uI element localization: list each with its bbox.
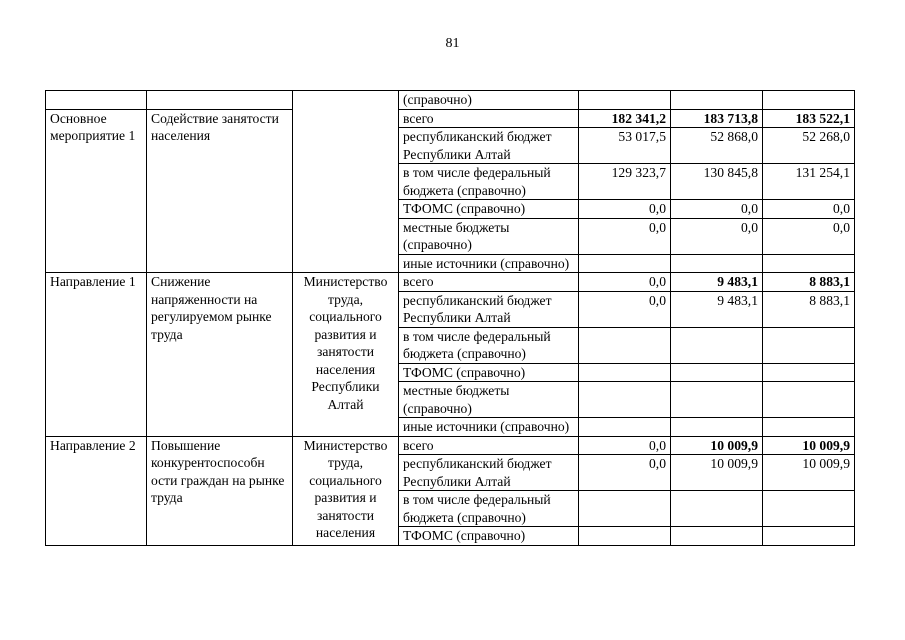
page-number: 81 xyxy=(445,36,460,51)
table-row xyxy=(46,436,855,455)
value-cell: 52 868,0 xyxy=(671,128,763,164)
main-event-label-cell xyxy=(46,91,147,110)
value-cell: 129 323,7 xyxy=(579,164,671,200)
value-cell: 0,0 xyxy=(579,273,671,292)
value-cell xyxy=(763,418,855,437)
executor-cell: Министерство труда, социального развития и занятости населения Республики Алтай xyxy=(293,273,399,437)
value-cell xyxy=(671,418,763,437)
value-cell xyxy=(579,418,671,437)
task-name-cell: Содействие занятости населения xyxy=(147,109,293,273)
direction-label-cell: Направление 1 xyxy=(46,273,147,437)
funding-source-cell: всего xyxy=(399,436,579,455)
executor-cell xyxy=(293,91,399,110)
funding-source-cell: в том числе федеральный бюджета (справочно) xyxy=(399,491,579,527)
value-cell xyxy=(671,91,763,110)
value-cell xyxy=(579,363,671,382)
value-cell xyxy=(763,491,855,527)
total-value-cell: 183 522,1 xyxy=(763,109,855,128)
funding-source-cell: всего xyxy=(399,109,579,128)
value-cell: 9 483,1 xyxy=(671,291,763,327)
value-cell xyxy=(763,382,855,418)
direction-label-cell: Направление 2 xyxy=(46,436,147,545)
value-cell xyxy=(579,254,671,273)
value-cell xyxy=(579,527,671,546)
funding-source-cell: в том числе федеральный бюджета (справочно) xyxy=(399,327,579,363)
funding-source-cell: иные источники (справочно) xyxy=(399,418,579,437)
value-cell: 10 009,9 xyxy=(763,455,855,491)
funding-source-cell: местные бюджеты (справочно) xyxy=(399,382,579,418)
value-cell: 52 268,0 xyxy=(763,128,855,164)
main-event-label-cell: Основное мероприятие 1 xyxy=(46,109,147,273)
budget-table xyxy=(45,90,855,546)
funding-source-cell: в том числе федеральный бюджета (справочно) xyxy=(399,164,579,200)
value-cell xyxy=(671,527,763,546)
funding-source-cell: местные бюджеты (справочно) xyxy=(399,218,579,254)
table-row xyxy=(46,109,855,128)
value-cell xyxy=(763,363,855,382)
total-value-cell: 182 341,2 xyxy=(579,109,671,128)
value-cell: 130 845,8 xyxy=(671,164,763,200)
value-cell: 0,0 xyxy=(579,291,671,327)
value-cell: 0,0 xyxy=(763,200,855,219)
value-cell: 10 009,9 xyxy=(671,455,763,491)
task-name-cell: Повышение конкурентоспособн ости граждан на рынке труда xyxy=(147,436,293,545)
funding-source-cell: ТФОМС (справочно) xyxy=(399,200,579,219)
value-cell: 0,0 xyxy=(671,218,763,254)
funding-source-cell: ТФОМС (справочно) xyxy=(399,363,579,382)
value-cell xyxy=(763,91,855,110)
value-cell xyxy=(579,491,671,527)
value-cell: 0,0 xyxy=(579,455,671,491)
value-cell: 0,0 xyxy=(671,200,763,219)
total-value-cell: 183 713,8 xyxy=(671,109,763,128)
value-cell xyxy=(579,382,671,418)
value-cell: 0,0 xyxy=(579,436,671,455)
total-value-cell: 10 009,9 xyxy=(671,436,763,455)
value-cell: 0,0 xyxy=(763,218,855,254)
total-value-cell: 10 009,9 xyxy=(763,436,855,455)
table-row xyxy=(46,273,855,292)
value-cell xyxy=(579,327,671,363)
value-cell xyxy=(763,254,855,273)
funding-source-cell: иные источники (справочно) xyxy=(399,254,579,273)
value-cell xyxy=(671,327,763,363)
funding-source-cell: ТФОМС (справочно) xyxy=(399,527,579,546)
value-cell xyxy=(671,254,763,273)
value-cell: 8 883,1 xyxy=(763,291,855,327)
value-cell xyxy=(671,491,763,527)
table-row xyxy=(46,91,855,110)
value-cell: 131 254,1 xyxy=(763,164,855,200)
task-name-cell xyxy=(147,91,293,110)
funding-source-cell: республиканский бюджет Республики Алтай xyxy=(399,455,579,491)
funding-source-cell: республиканский бюджет Республики Алтай xyxy=(399,128,579,164)
value-cell: 53 017,5 xyxy=(579,128,671,164)
funding-source-cell: (справочно) xyxy=(399,91,579,110)
total-value-cell: 9 483,1 xyxy=(671,273,763,292)
funding-source-cell: республиканский бюджет Республики Алтай xyxy=(399,291,579,327)
executor-cell: Министерство труда, социального развития и занятости населения xyxy=(293,436,399,545)
task-name-cell: Снижение напряженности на регулируемом рынке труда xyxy=(147,273,293,437)
value-cell: 0,0 xyxy=(579,200,671,219)
value-cell: 0,0 xyxy=(579,218,671,254)
value-cell xyxy=(671,382,763,418)
value-cell xyxy=(671,363,763,382)
total-value-cell: 8 883,1 xyxy=(763,273,855,292)
value-cell xyxy=(579,91,671,110)
executor-cell xyxy=(293,109,399,273)
funding-source-cell: всего xyxy=(399,273,579,292)
value-cell xyxy=(763,527,855,546)
value-cell xyxy=(763,327,855,363)
